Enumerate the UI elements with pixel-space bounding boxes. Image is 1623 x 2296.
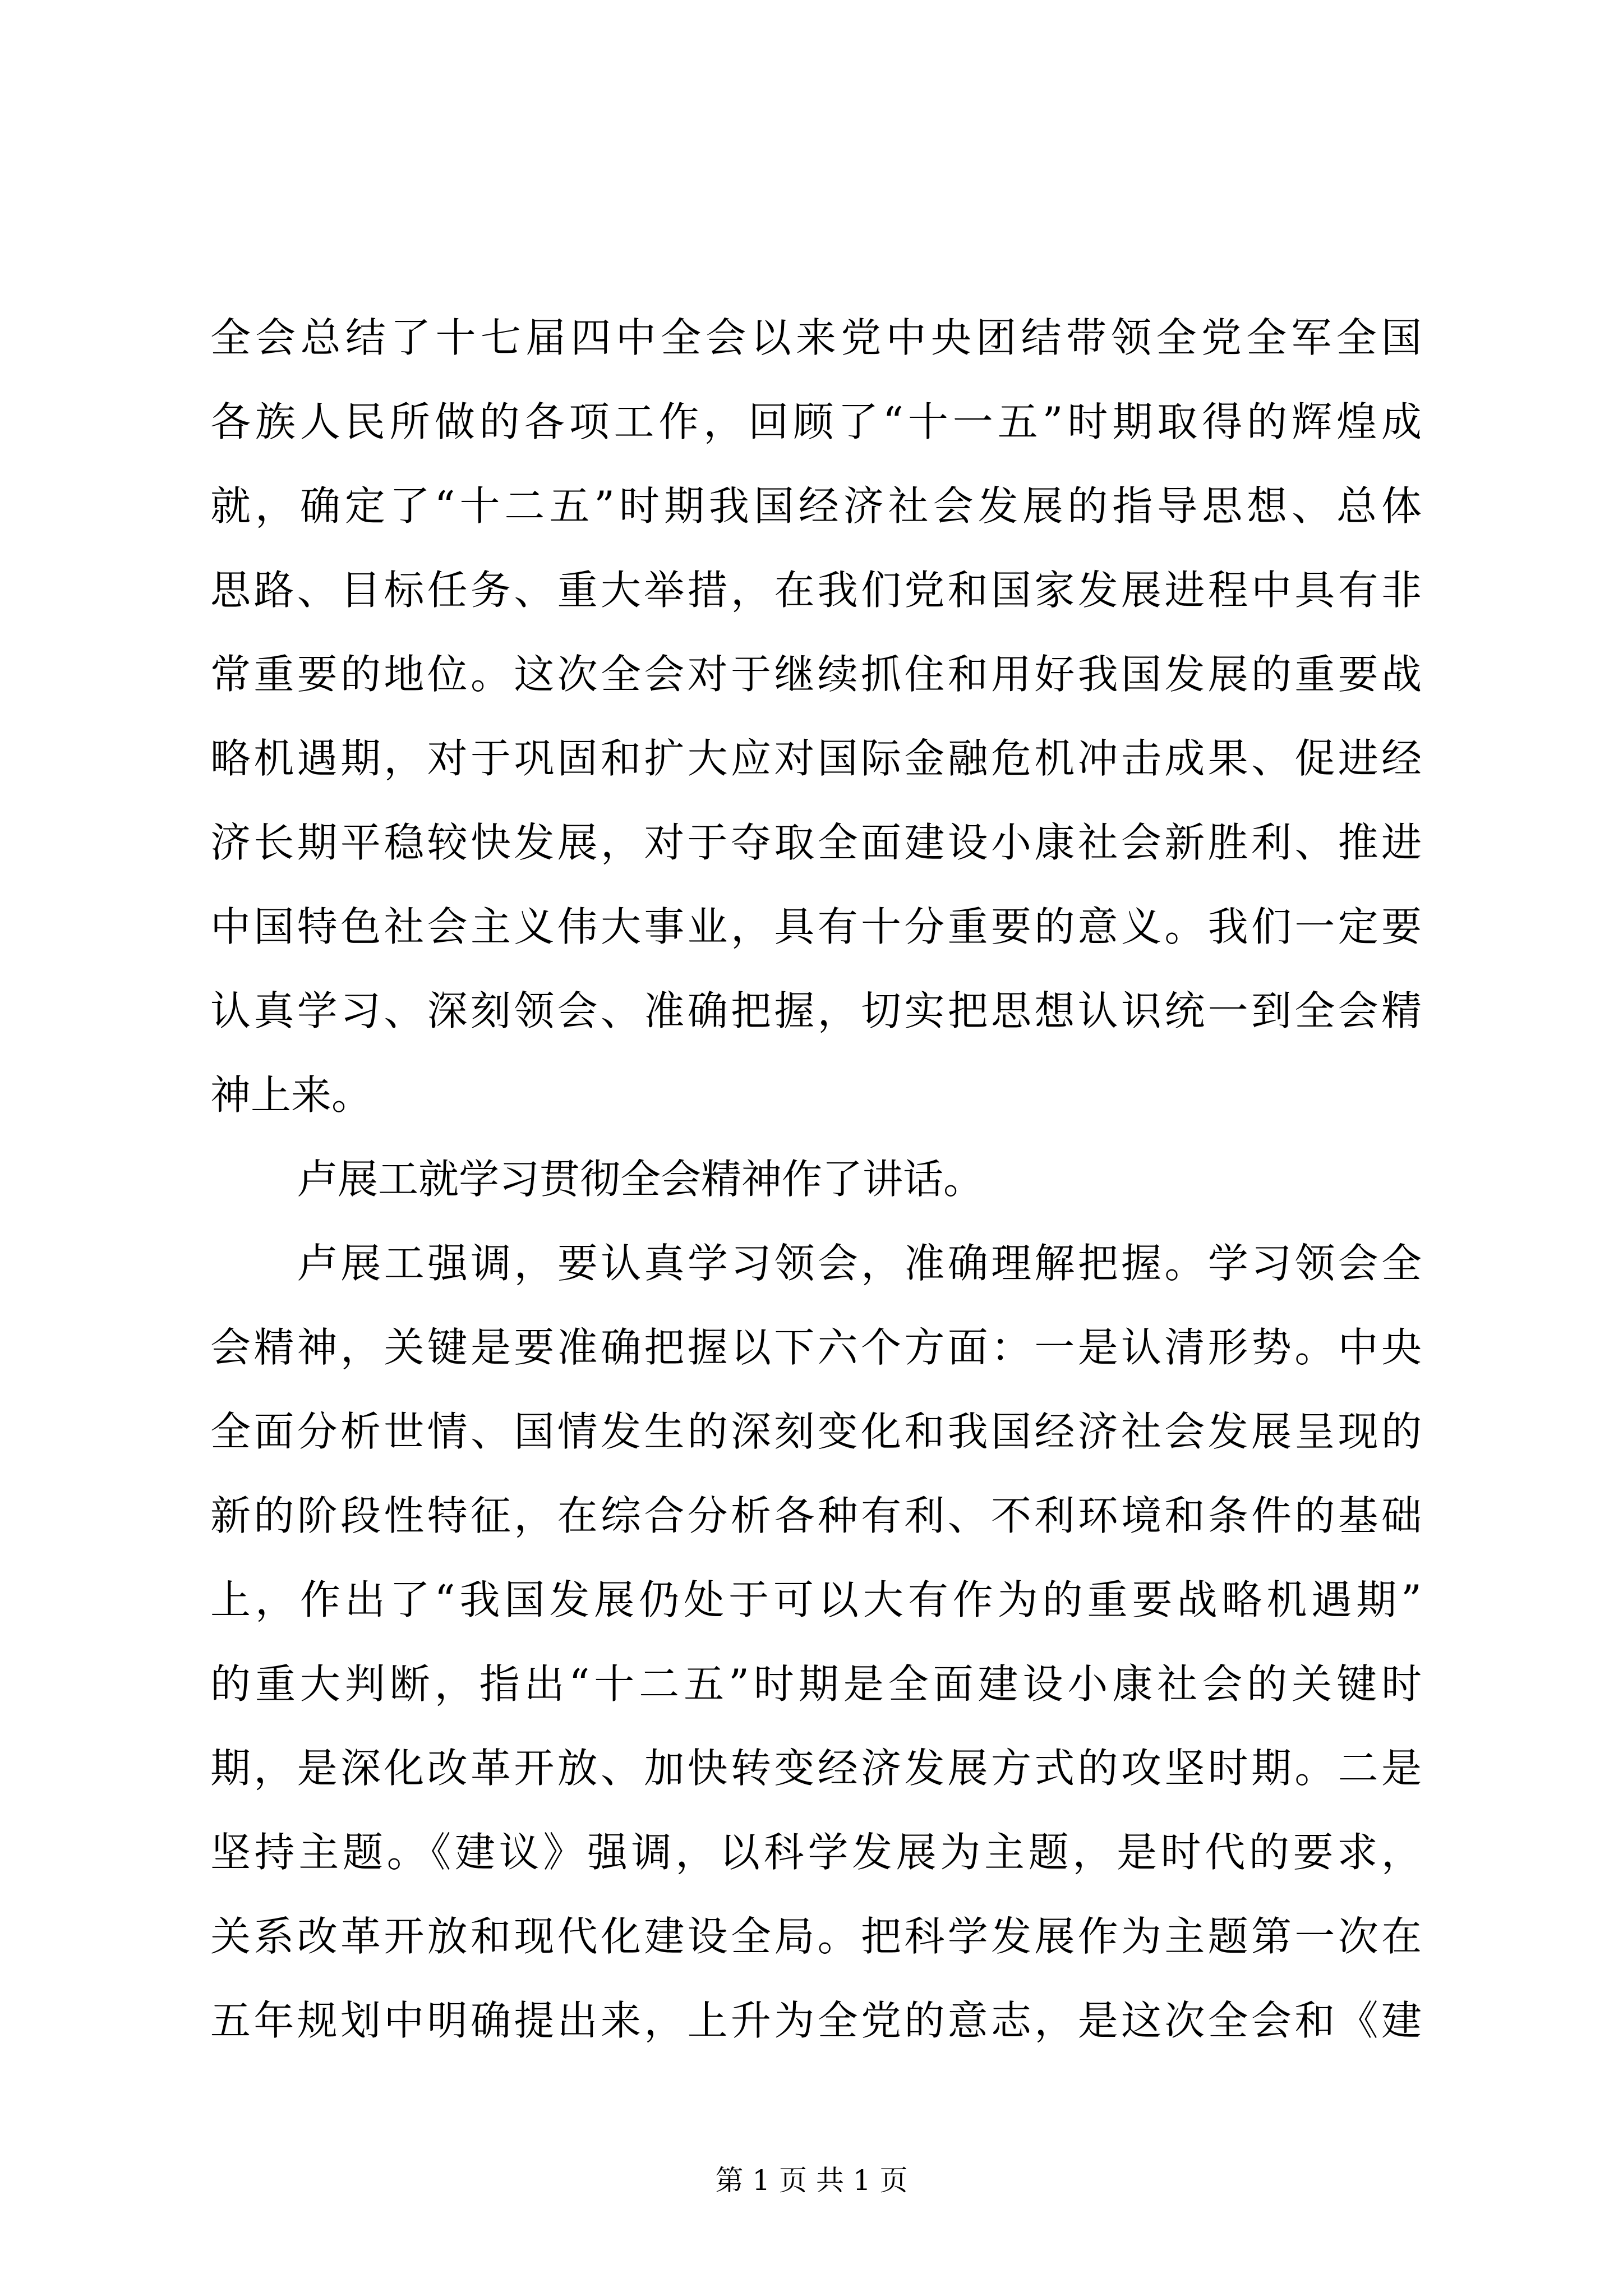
text-line: 坚持主题。《建议》强调，以科学发展为主题，是时代的要求，	[210, 1829, 1422, 1876]
text-line: 认真学习、深刻领会、准确把握，切实把思想认识统一到全会精	[210, 987, 1422, 1034]
page-footer: 第 1 页 共 1 页	[715, 2164, 908, 2197]
text-line: 就，确定了“十二五”时期我国经济社会发展的指导思想、总体	[210, 482, 1422, 530]
text-line: 新的阶段性特征，在综合分析各种有利、不利环境和条件的基础	[210, 1492, 1422, 1539]
text-line: 略机遇期，对于巩固和扩大应对国际金融危机冲击成果、促进经	[210, 735, 1422, 782]
text-line: 中国特色社会主义伟大事业，具有十分重要的意义。我们一定要	[210, 903, 1422, 950]
paragraph-first-line: 卢展工强调，要认真学习领会，准确理解把握。学习领会全	[297, 1240, 1422, 1287]
text-line: 的重大判断，指出“十二五”时期是全面建设小康社会的关键时	[210, 1660, 1422, 1708]
text-line: 常重要的地位。这次全会对于继续抓住和用好我国发展的重要战	[210, 651, 1422, 698]
text-line: 思路、目标任务、重大举措，在我们党和国家发展进程中具有非	[210, 567, 1422, 614]
text-line: 关系改革开放和现代化建设全局。把科学发展作为主题第一次在	[210, 1913, 1422, 1960]
paragraph-first-line: 卢展工就学习贯彻全会精神作了讲话。	[297, 1156, 984, 1203]
text-line: 会精神，关键是要准确把握以下六个方面：一是认清形势。中央	[210, 1324, 1422, 1371]
text-line: 神上来。	[210, 1071, 372, 1119]
text-line: 全面分析世情、国情发生的深刻变化和我国经济社会发展呈现的	[210, 1408, 1422, 1455]
text-line: 上，作出了“我国发展仍处于可以大有作为的重要战略机遇期”	[210, 1576, 1422, 1623]
text-line: 各族人民所做的各项工作，回顾了“十一五”时期取得的辉煌成	[210, 398, 1422, 445]
text-line: 济长期平稳较快发展，对于夺取全面建设小康社会新胜利、推进	[210, 819, 1422, 866]
text-line: 期，是深化改革开放、加快转变经济发展方式的攻坚时期。二是	[210, 1745, 1422, 1792]
text-line: 五年规划中明确提出来，上升为全党的意志，是这次全会和《建	[210, 1997, 1422, 2044]
text-line: 全会总结了十七届四中全会以来党中央团结带领全党全军全国	[210, 314, 1422, 361]
